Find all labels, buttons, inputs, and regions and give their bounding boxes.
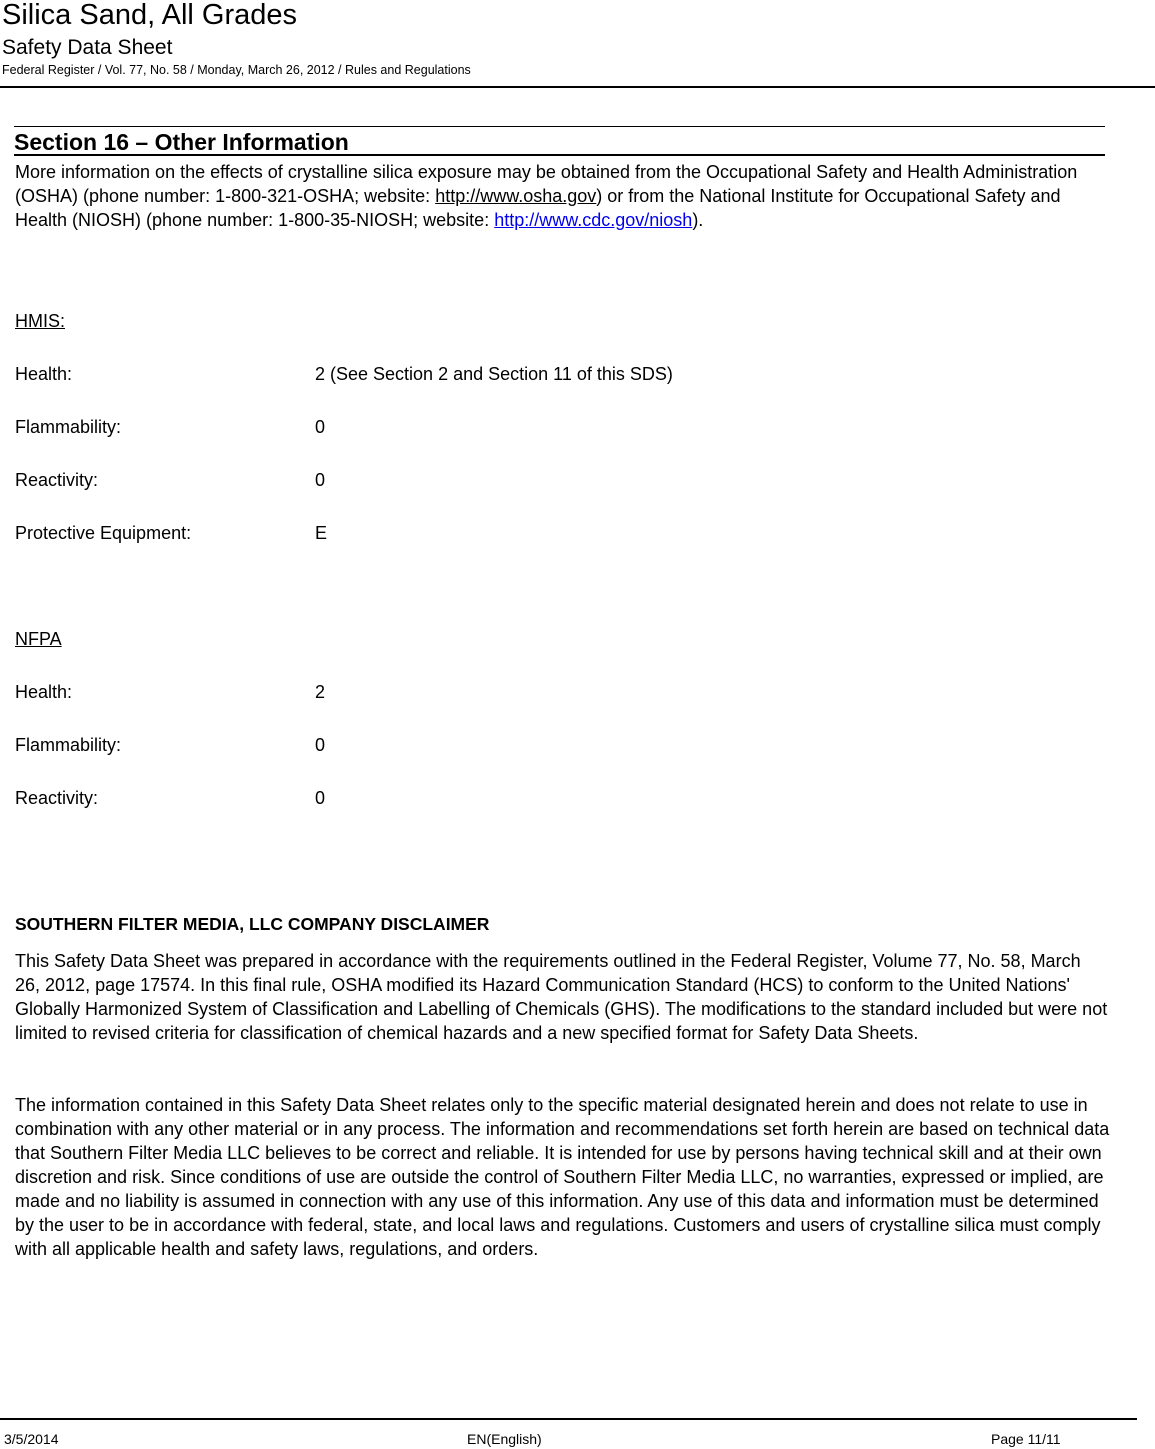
nfpa-reactivity-label: Reactivity: xyxy=(15,788,99,808)
hmis-health-label: Health: xyxy=(15,364,73,384)
footer-divider xyxy=(0,1418,1137,1420)
hmis-protective-equipment-label: Protective Equipment: xyxy=(15,523,192,543)
nfpa-flammability-value: 0 xyxy=(315,735,326,755)
footer-page-number: Page 11/11 xyxy=(991,1431,1061,1447)
page-header xyxy=(0,0,1155,88)
federal-register-reference: Federal Register / Vol. 77, No. 58 / Monday, March 26, 2012 / Rules and Regulations xyxy=(2,63,471,77)
disclaimer-paragraph-1: This Safety Data Sheet was prepared in accordance with the requirements outlined in the Federal Register, Volume 77, No. 58, March 26, 2012, page 17574. In this final rule, OSHA modified its Hazard Communication Standard (HCS) to conform to the United Nations' Globally Harmonized System of Classification and Labelling of Chemicals (GHS). The modifications to the standard included but were not limited to revised criteria for classification of chemical hazards and a new specified format for Safety Data Sheets. xyxy=(15,951,1108,1043)
section-heading: Section 16 – Other Information xyxy=(14,126,1105,156)
hmis-reactivity-value: 0 xyxy=(315,470,326,490)
intro-text-1: More information on the effects of crystalline silica exposure may be obtained from the Occupational Safety and Health Administration (OSHA) (phone number: 1-800-321-OSHA; website: xyxy=(15,162,1078,206)
intro-paragraph xyxy=(15,160,1110,232)
nfpa-reactivity-value: 0 xyxy=(315,788,326,808)
footer-date: 3/5/2014 xyxy=(4,1431,59,1447)
hmis-title: HMIS: xyxy=(15,311,66,331)
nfpa-title: NFPA xyxy=(15,629,62,649)
nfpa-health-label: Health: xyxy=(15,682,73,702)
hmis-health-value: 2 (See Section 2 and Section 11 of this SDS) xyxy=(315,364,673,384)
footer-language: EN(English) xyxy=(467,1431,542,1447)
niosh-link[interactable]: http://www.cdc.gov/niosh xyxy=(494,210,693,230)
disclaimer-paragraph-2: The information contained in this Safety Data Sheet relates only to the specific material designated herein and does not relate to use in combination with any other material or in any process. The information and recommendations set forth herein are based on technical data that Southern Filter Media LLC believes to be correct and reliable. It is intended for use by persons having technical skill and at their own discretion and risk. Since conditions of use are outside the control of Southern Filter Media LLC, no warranties, expressed or implied, are made and no liability is assumed in connection with any use of this information. Any use of this data and information must be determined by the user to be in accordance with federal, state, and local laws and regulations. Customers and users of crystalline silica must comply with all applicable health and safety laws, regulations, and orders. xyxy=(15,1095,1110,1259)
document-subtitle: Safety Data Sheet xyxy=(2,36,173,59)
intro-text-2: ) or from the National Institute for Occupational Safety and Health (NIOSH) (phone number: 1-800-35-NIOSH; website: xyxy=(15,186,1061,230)
hmis-flammability-label: Flammability: xyxy=(15,417,122,437)
disclaimer-title: SOUTHERN FILTER MEDIA, LLC COMPANY DISCLAIMER xyxy=(15,914,490,934)
hmis-protective-equipment-value: E xyxy=(315,523,328,543)
osha-link[interactable]: http://www.osha.gov xyxy=(435,186,597,206)
nfpa-health-value: 2 xyxy=(315,682,326,702)
nfpa-flammability-label: Flammability: xyxy=(15,735,122,755)
hmis-reactivity-label: Reactivity: xyxy=(15,470,99,490)
intro-text-3: ). xyxy=(692,210,704,230)
document-title: Silica Sand, All Grades xyxy=(2,0,297,31)
hmis-flammability-value: 0 xyxy=(315,417,326,437)
